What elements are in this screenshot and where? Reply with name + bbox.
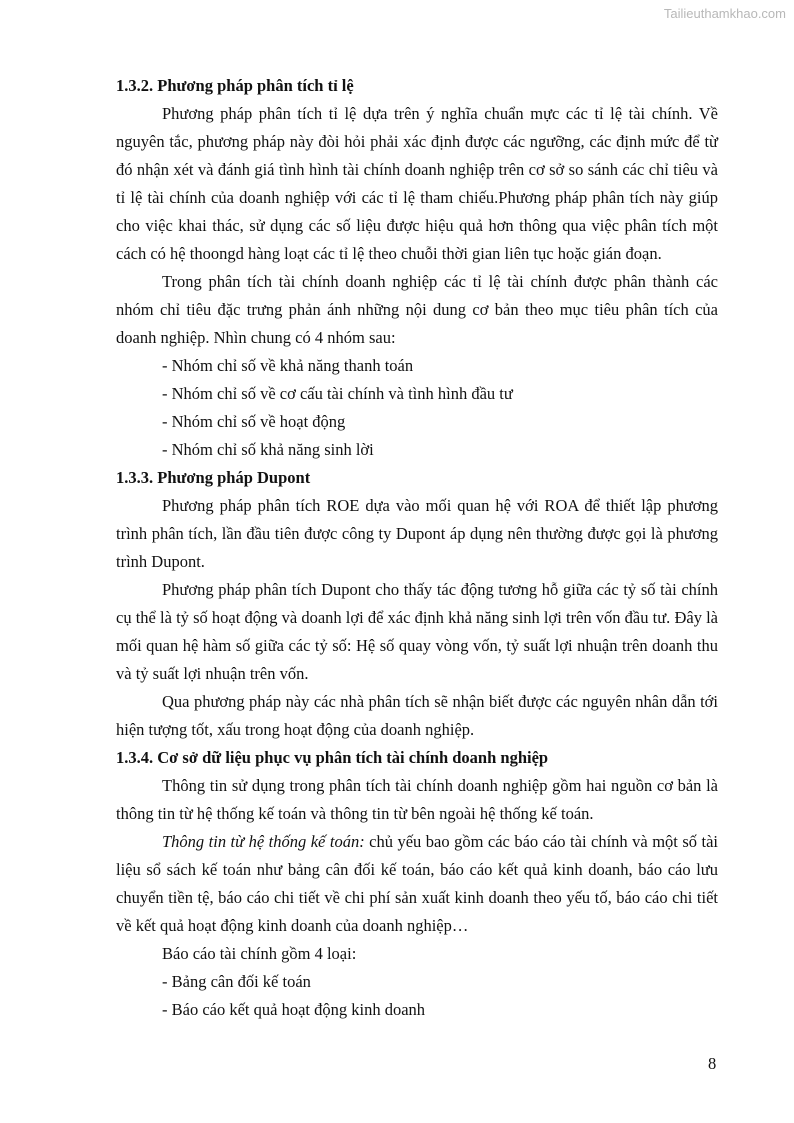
paragraph: Thông tin sử dụng trong phân tích tài chính doanh nghiệp gồm hai nguồn cơ bản là thông tin từ hệ thống kế toán và thông tin từ bên ngoài hệ thống kế toán. (116, 776, 718, 823)
section-heading-1-3-3: 1.3.3. Phương pháp Dupont (116, 468, 311, 487)
list-item: - Báo cáo kết quả hoạt động kinh doanh (162, 1000, 426, 1019)
paragraph (116, 828, 718, 940)
paragraph: Qua phương pháp này các nhà phân tích sẽ nhận biết được các nguyên nhân dẫn tới hiện tượng tốt, xấu trong hoạt động của doanh nghiệp. (116, 692, 718, 739)
paragraph: Phương pháp phân tích tỉ lệ dựa trên ý nghĩa chuẩn mực các tỉ lệ tài chính. Về nguyên tắc, phương pháp này đòi hỏi phải xác định được các ngưỡng, các định mức để từ đó nhận xét và đánh giá tình hình tài chính doanh nghiệp trên cơ sở so sánh các chỉ tiêu và tỉ lệ tài chính của doanh nghiệp với các tỉ lệ tham chiếu.Phương pháp phân tích này giúp cho việc khai thác, sử dụng các số liệu được hiệu quả hơn thông qua việc phân tích một cách có hệ thoongd hàng loạt các tỉ lệ theo chuỗi thời gian liên tục hoặc gián đoạn. (116, 104, 718, 263)
paragraph: Phương pháp phân tích ROE dựa vào mối quan hệ với ROA để thiết lập phương trình phân tích, lần đầu tiên được công ty Dupont áp dụng nên thường được gọi là phương trình Dupont. (116, 496, 718, 571)
list-item: - Bảng cân đối kế toán (162, 972, 311, 991)
section-heading-1-3-2: 1.3.2. Phương pháp phân tích tỉ lệ (116, 76, 354, 95)
paragraph: Phương pháp phân tích Dupont cho thấy tác động tương hỗ giữa các tỷ số tài chính cụ thể là tỷ số hoạt động và doanh lợi để xác định khả năng sinh lợi trên vốn đầu tư. Đây là mối quan hệ hàm số giữa các tỷ số: Hệ số quay vòng vốn, tỷ suất lợi nhuận trên doanh thu và tỷ suất lợi nhuận trên vốn. (116, 580, 718, 683)
paragraph: Trong phân tích tài chính doanh nghiệp các tỉ lệ tài chính được phân thành các nhóm chỉ tiêu đặc trưng phản ánh những nội dung cơ bản theo mục tiêu phân tích của doanh nghiệp. Nhìn chung có 4 nhóm sau: (116, 272, 718, 347)
list-item: - Nhóm chỉ số về khả năng thanh toán (162, 356, 414, 375)
list-item: - Nhóm chỉ số về cơ cấu tài chính và tình hình đầu tư (162, 384, 513, 403)
list-item: - Nhóm chỉ số khả năng sinh lời (162, 440, 374, 459)
paragraph: Báo cáo tài chính gồm 4 loại: (162, 944, 357, 963)
italic-lead: Thông tin từ hệ thống kế toán: (162, 832, 365, 851)
page-number: 8 (708, 1054, 717, 1073)
section-heading-1-3-4: 1.3.4. Cơ sở dữ liệu phục vụ phân tích tài chính doanh nghiệp (116, 748, 549, 767)
watermark: Tailieuthamkhao.com (663, 6, 786, 21)
list-item: - Nhóm chỉ số về hoạt động (162, 412, 346, 431)
paragraph-text: chủ yếu bao gồm các báo cáo tài chính và một số tài liệu sổ sách kế toán như bảng cân đối kế toán, báo cáo kết quả kinh doanh, báo cáo lưu chuyển tiền tệ, báo cáo chi tiết về chi phí sản xuất kinh doanh theo yếu tố, báo cáo chi tiết về kết quả hoạt động kinh doanh của doanh nghiệp… (116, 832, 718, 935)
page-content (116, 72, 718, 1024)
